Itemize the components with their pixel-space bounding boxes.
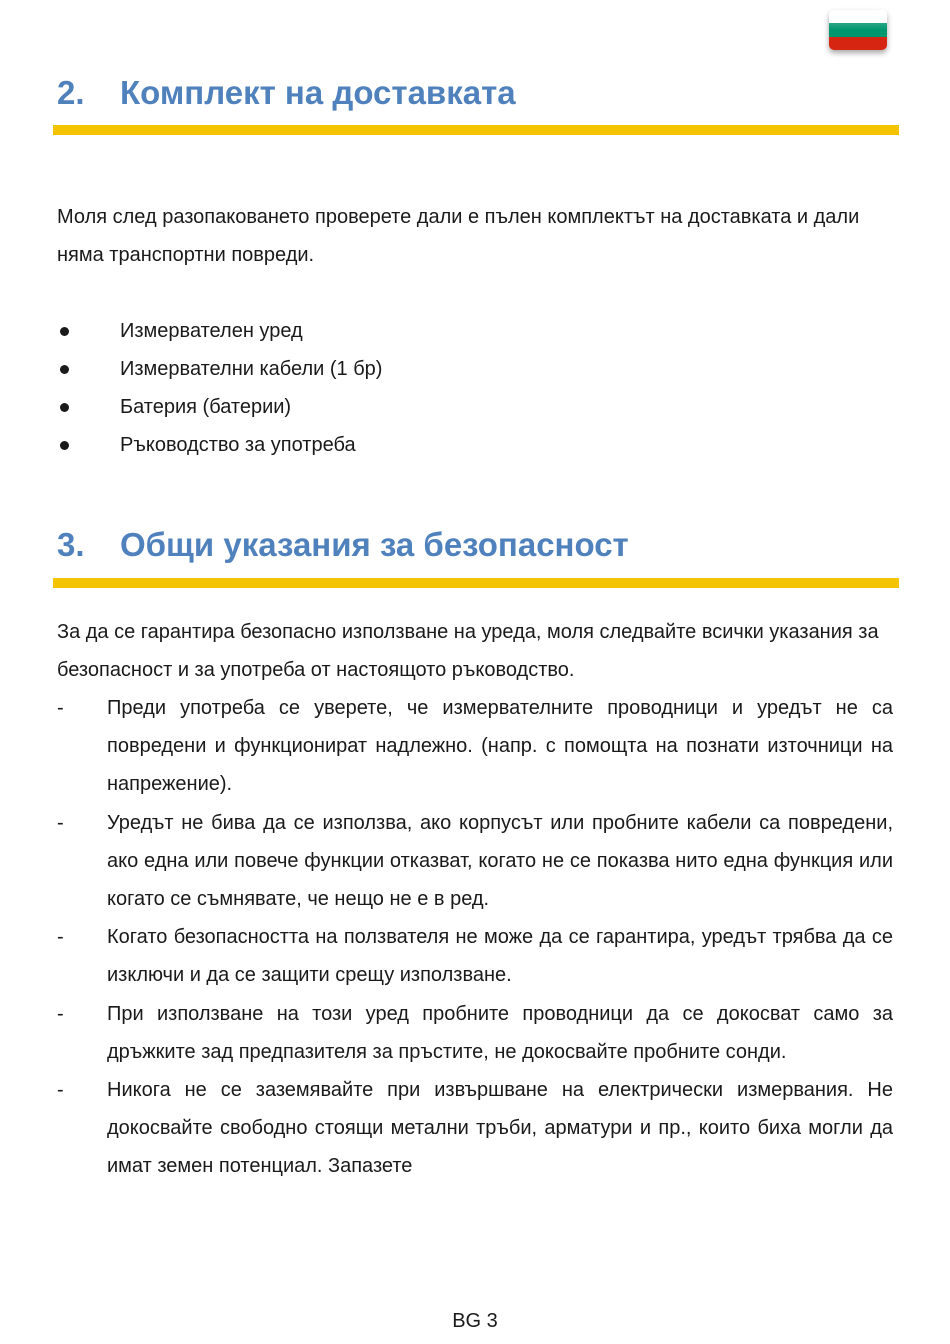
section-2-heading	[57, 74, 516, 112]
list-item: - Никога не се заземявайте при извършване на електрически измервания. Не докосвайте свободно стоящи метални тръби, арматури и пр., които биха могли да имат земен потенциал. Запазете	[57, 1071, 893, 1186]
list-item: Измервателни кабели (1 бр)	[57, 350, 382, 388]
section-2-intro: Моля след разопаковането проверете дали е пълен комплектът на доставката и дали няма транспортни повреди.	[57, 206, 860, 266]
section-2-divider	[53, 125, 899, 135]
section-3-heading	[57, 526, 629, 564]
list-item: Батерия (батерии)	[57, 388, 382, 426]
page-number: BG 3	[452, 1310, 498, 1332]
bullet-icon	[60, 365, 69, 374]
dash-marker: -	[57, 811, 64, 834]
list-item: - Уредът не бива да се използва, ако корпусът или пробните кабели са повредени, ако една или повече функции отказват, когато не се показва нито една функция или когато се съмнявате, че нещо не е в ред.	[57, 804, 893, 919]
flag-gloss	[829, 10, 887, 30]
flag-stripe-red	[829, 37, 887, 50]
bullet-icon	[60, 441, 69, 450]
section-3-divider	[53, 578, 899, 588]
list-item: - При използване на този уред пробните проводници да се докосват само за дръжките зад предпазителя за пръстите, не докосвайте пробните сонди.	[57, 995, 893, 1071]
section-3-number: 3.	[57, 526, 85, 563]
dash-marker: -	[57, 697, 64, 719]
bullet-icon	[60, 403, 69, 412]
list-item: Измервателен уред	[57, 312, 382, 350]
delivery-contents-list	[57, 312, 382, 464]
section-3-title: Общи указания за безопасност	[120, 526, 629, 563]
section-2-title: Комплект на доставката	[120, 74, 516, 111]
dash-marker: -	[57, 1079, 64, 1102]
dash-marker: -	[57, 1002, 64, 1025]
list-item: Ръководство за употреба	[57, 426, 382, 464]
list-item: - Когато безопасността на ползвателя не може да се гарантира, уредът трябва да се изключи и да се защити срещу използване.	[57, 918, 893, 994]
section-3-intro: За да се гарантира безопасно използване на уреда, моля следвайте всички указания за безопасност и за употреба от настоящото ръководство.	[57, 621, 879, 681]
section-2-number: 2.	[57, 74, 85, 111]
safety-instructions-list	[57, 689, 893, 1186]
list-item: - Преди употреба се уверете, че измервателните проводници и уредът не са повредени и функционират надлежно. (напр. с помощта на познати източници на напрежение).	[57, 689, 893, 804]
bullet-icon	[60, 327, 69, 336]
dash-marker: -	[57, 926, 64, 949]
bulgarian-flag-icon	[829, 10, 887, 50]
